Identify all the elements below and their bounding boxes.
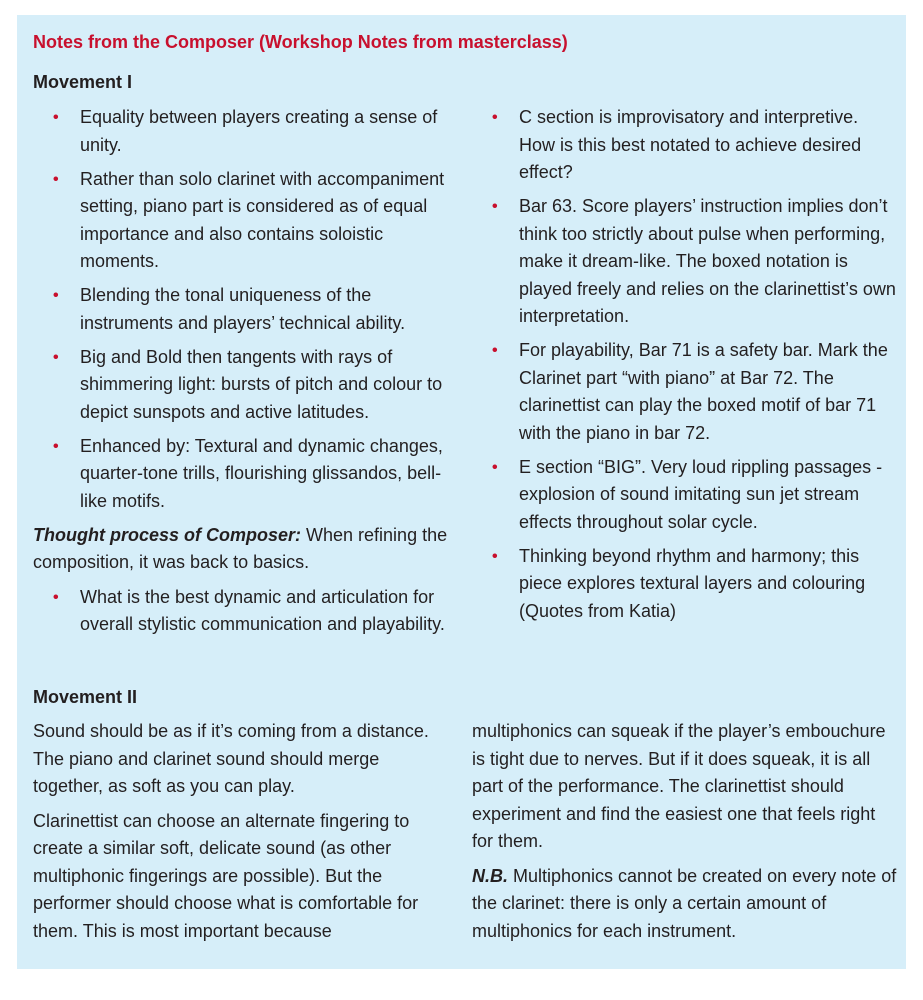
bullet-icon: • [53,348,59,366]
bullet-icon: • [492,198,498,215]
list-item-text: For playability, Bar 71 is a safety bar. Mark the Clarinet part “with piano” at Bar 72. The clarinettist can play the boxed motif of bar 71 with the piano in bar 72. [519,340,888,443]
panel-title: Notes from the Composer (Workshop Notes from masterclass) [33,32,568,52]
list-item-text: Thinking beyond rhythm and harmony; this piece explores textural layers and colouring (Quotes from Katia) [519,545,866,621]
nb-paragraph [472,863,897,946]
movement-2-paragraph: Clarinettist can choose an alternate fingering to create a similar soft, delicate sound (as other multiphonic fingerings are possible). But the performer should choose what is comfortable for them. This is most important because [33,810,419,941]
list-item [472,454,897,537]
list-item [33,344,453,427]
movement-1-left-column [33,104,453,645]
nb-text: Multiphonics cannot be created on every note of the clarinet: there is only a certain amount of multiphonics for each instrument. [472,865,897,941]
list-item-text: E section “BIG”. Very loud rippling passages - explosion of sound imitating sun jet stream effects throughout solar cycle. [519,456,883,532]
bullet-icon: • [492,109,498,126]
list-item [33,433,453,516]
movement-2-paragraph: multiphonics can squeak if the player’s embouchure is tight due to nerves. But if it does squeak, it is all part of the performance. The clarinettist should experiment and find the easiest one that feels right for them. [472,721,886,851]
bullet-icon: • [53,437,59,455]
movement-2-paragraph: Sound should be as if it’s coming from a distance. The piano and clarinet sound should merge together, as soft as you can play. [33,721,429,796]
movement-1-left-list [33,104,453,515]
list-item-text: What is the best dynamic and articulation for overall stylistic communication and playability. [80,586,445,634]
bullet-icon: • [53,109,59,126]
list-item-text: Rather than solo clarinet with accompaniment setting, piano part is considered as of equal importance and also contains soloistic moments. [80,168,445,271]
nb-label: N.B. [472,865,508,886]
bullet-icon: • [53,588,59,606]
list-item [33,584,453,639]
list-item [472,337,897,447]
movement-2-left-column [33,718,438,952]
bullet-icon: • [53,287,59,304]
list-item-text: Blending the tonal uniqueness of the instruments and players’ technical ability. [80,285,406,333]
thought-process-label: Thought process of Composer: [33,524,302,545]
list-item [472,104,897,187]
list-item [33,104,453,159]
thought-process-text: When refining the composition, it was back to basics. [33,524,448,572]
bullet-icon: • [53,170,59,188]
bullet-icon: • [492,547,498,565]
movement-1-heading: Movement I [33,72,133,92]
bullet-icon: • [492,342,498,359]
list-item-text: Big and Bold then tangents with rays of shimmering light: bursts of pitch and colour to depict sunspots and active latitudes. [80,346,443,422]
thought-process-paragraph [33,522,453,577]
composer-notes-panel [17,15,906,969]
bullet-icon: • [492,458,498,476]
movement-1-right-list [472,104,897,625]
list-item [472,543,897,626]
movement-2-heading: Movement II [33,687,138,707]
movement-1-right-column [472,104,897,632]
list-item-text: Equality between players creating a sense of unity. [80,107,438,155]
movement-2-right-column [472,718,897,952]
list-item [472,193,897,331]
list-item [33,166,453,276]
list-item-text: Enhanced by: Textural and dynamic changes, quarter-tone trills, flourishing glissandos, bell-like motifs. [80,435,443,511]
list-item-text: Bar 63. Score players’ instruction implies don’t think too strictly about pulse when performing, make it dream-like. The boxed notation is played freely and relies on the clarinettist’s own interpretation. [519,196,896,326]
thought-process-list [33,584,453,639]
list-item-text: C section is improvisatory and interpretive. How is this best notated to achieve desired effect? [519,107,862,182]
list-item [33,282,453,337]
